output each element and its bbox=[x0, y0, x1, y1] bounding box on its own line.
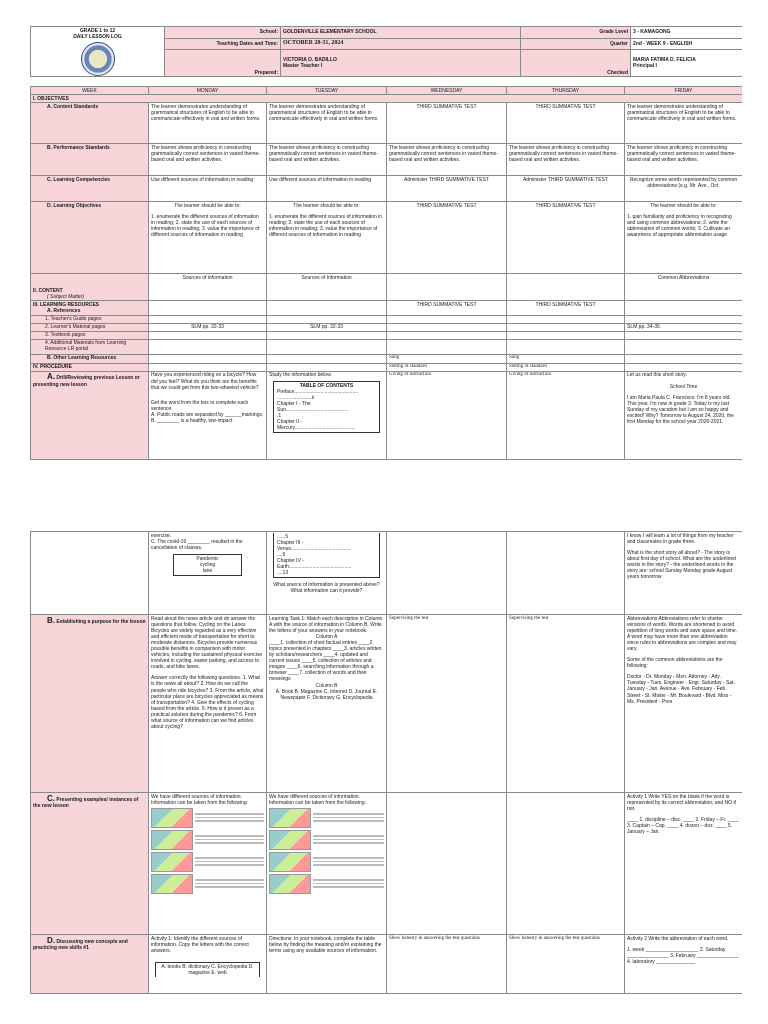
source-image-encyclopedia bbox=[151, 852, 264, 872]
content-standards-tue: The learner demonstrates understanding of grammatical structures of English to be able to communicate effectively in oral and written forms. bbox=[267, 103, 387, 144]
objectives-intro-fri: The learner should be able to: bbox=[650, 202, 717, 209]
toc-line: .........................ii bbox=[277, 394, 314, 401]
setting-wed: Setting of standard bbox=[387, 363, 507, 371]
sources-intro-mon: We have different sources of information. Information can be taken from the following: bbox=[151, 793, 248, 806]
sources-intro-tue: We have different sources of information. Information can be taken from the following: bbox=[269, 793, 366, 806]
giving-thu: Giving of instruction bbox=[507, 371, 625, 459]
quarter-value: 2nd - WEEK 9 - ENGLISH bbox=[631, 38, 743, 50]
other-resources-wed: Song bbox=[387, 354, 507, 363]
activity-1-items: ____ 1. discipline – disc. ____ 2. Friday – Fr. ____ 3. Captain – Cap. ____ 4. dozen – doz. ____ 5. January – Jan. bbox=[627, 816, 739, 835]
friday-header: FRIDAY bbox=[625, 87, 743, 95]
toc-question-1: What source of information is presented above? bbox=[273, 582, 380, 589]
discussing-concepts-label: Discussing new concepts and practicing new skills #1 bbox=[33, 938, 128, 952]
supervising-wed: Supervising the test bbox=[387, 615, 507, 793]
table-of-contents-box bbox=[273, 381, 380, 434]
toc-line: Sun............................................. bbox=[277, 406, 349, 413]
toc-line: ....13 bbox=[277, 570, 289, 577]
activity-2-instructions: Activity 2 Write the abbreviation of each word. bbox=[627, 935, 729, 942]
performance-standards-wed: The learner shows proficiency in constructing grammatically correct sentences in varied theme-based oral and written activities. bbox=[387, 144, 507, 176]
empty-label-cell bbox=[31, 532, 149, 615]
abbreviations-list: Doctor - Dr. Monday - Mon. Attorney - Atty. Tuesday - Tues. Engineer - Engr. Saturday - Sat. January - Jan. Avenue - Ave. February - Feb. Street - St. Mister - Mr. Boulevard - Blvd. Miss - Ms. President - Pres bbox=[627, 674, 735, 705]
textbook-pages-label: 3. Textbook pages bbox=[31, 331, 149, 339]
toc-line: Chapter II - bbox=[277, 419, 303, 426]
resources-label: III. LEARNING RESOURCES bbox=[33, 301, 100, 308]
header-table bbox=[30, 26, 742, 77]
objectives-thu: THIRD SUMMATIVE TEST bbox=[507, 202, 625, 274]
source-image-dictionary bbox=[269, 830, 384, 850]
competencies-wed: Administer THIRD SUMMATIVE TEST bbox=[387, 176, 507, 202]
row-letter: D. bbox=[47, 202, 52, 209]
table-directions: Directions: In your notebook, complete the table below by finding the meaning and/or explaining the terms using any available sources of information. bbox=[267, 935, 387, 994]
column-a-title: Column A bbox=[315, 633, 338, 640]
additional-materials-label: 4. Additional Materials from Learning Resource LR portal bbox=[31, 339, 149, 354]
content-mon: Sources of information bbox=[149, 274, 267, 301]
toc-line: ......5 bbox=[277, 533, 289, 540]
column-a-items: ____1. collection of short factual entries ____2. topics presented in chapters ____3. articles written by scholars/researchers ____4. updated and current issues ____5. collection of articles and images ____6. searching information through a browser ____7. collection of words and their meanings bbox=[269, 639, 382, 683]
internet-image bbox=[151, 874, 193, 894]
row-letter: A. bbox=[47, 307, 52, 314]
lm-pages-fri: SLM pp. 34-35 bbox=[625, 323, 743, 331]
toc-line: Mercury........................................... bbox=[277, 425, 355, 432]
honesty-wed: Show honesty in answering the test questions bbox=[387, 935, 507, 994]
content-standards-fri: The learner demonstrates understanding of grammatical structures of English to be able to communicate effectively in oral and written forms. bbox=[625, 103, 743, 144]
content-thu bbox=[507, 274, 625, 301]
prepared-label: Prepared: bbox=[165, 50, 281, 77]
drill-mon-item-a: A. Public roads are separated by ______markings. bbox=[151, 411, 264, 418]
toc-line: Venus........................................... bbox=[277, 545, 351, 552]
quarter-label: Quarter bbox=[521, 38, 631, 50]
abbreviations-text: Abbreviations Abbreviations refer to shorter versions of words. Words are shortened to avoid repetition of long words and save space and time. A word may have more than one abbreviation since rules in abbreviations are complex and may vary. bbox=[627, 615, 738, 652]
drill-label: Drill/Reviewing previous Lesson or presenting new lesson bbox=[33, 375, 140, 389]
row-letter: A. bbox=[47, 103, 52, 110]
procedure-section: IV. PROCEDURE bbox=[31, 363, 149, 371]
objectives-intro-mon: The learner should be able to: bbox=[174, 202, 241, 209]
toc-question-2: What information can it provide? bbox=[290, 588, 363, 595]
choices-box: A. books B. dictionary C. Encyclopedia D. magazine E. web bbox=[155, 962, 260, 977]
source-image-book bbox=[151, 808, 264, 828]
procedure-table bbox=[30, 531, 742, 994]
checked-label: Checked bbox=[521, 50, 631, 77]
source-image-encyclopedia bbox=[269, 852, 384, 872]
dates-value: OCTOBER 28-31, 2024 bbox=[281, 38, 521, 50]
prepared-name: VICTORIA O. BADILLO bbox=[283, 57, 337, 63]
story-continued: I know I will learn a lot of things from my teacher and classmates in grade three. bbox=[627, 532, 734, 545]
competencies-tue: Use different sources of information in reading bbox=[267, 176, 387, 202]
matching-task: Learning Task 1: Match each description in Column A with the source of information in Column B. Write the letters of your answers in your notebook. bbox=[269, 615, 383, 634]
news-article: Read aloud the news article and do answer the questions that follow. Cycling on the Lanes Bicycles are widely regarded as a very effective and efficient mode of transportation for short to moderate distances. Bicycles provide numerous possible benefits in comparison with motor vehicles, including the sustained physical exercise involved in cycling, easier parking, and access to roads, and bike lanes. bbox=[151, 615, 263, 671]
references-label: References bbox=[53, 307, 81, 314]
monday-header: MONDAY bbox=[149, 87, 267, 95]
toc-line: Preface.............................................. bbox=[277, 388, 359, 395]
wednesday-header: WEDNESDAY bbox=[387, 87, 507, 95]
objectives-intro-tue: The learner should be able to: bbox=[293, 202, 360, 209]
content-label: II. CONTENT bbox=[33, 287, 63, 294]
activity-identify-sources: Activity 1: Identify the different sources of information. Copy the letters with the correct answers. bbox=[151, 935, 249, 954]
content-standards-thu: THIRD SUMMATIVE TEST bbox=[507, 103, 625, 144]
internet-image bbox=[269, 874, 311, 894]
source-image-dictionary bbox=[151, 830, 264, 850]
row-letter: C. bbox=[47, 176, 52, 183]
objectives-section: I. OBJECTIVES bbox=[31, 95, 743, 103]
content-sub: ( Subject Matter) bbox=[47, 293, 84, 300]
toc-line: .1 bbox=[277, 413, 282, 419]
story-title: School Time bbox=[669, 383, 698, 390]
grade-line: GRADE 1 to 12 bbox=[79, 27, 116, 34]
learning-objectives-label: Learning Objectives bbox=[53, 202, 102, 209]
row-letter: B. bbox=[47, 355, 52, 362]
performance-standards-label: Performance Standards bbox=[53, 144, 110, 151]
objectives-fri: 1. gain familiarity and proficiency in recognizing and using common abbreviations; 2. write the abbreviation of common words; 3. Cultivate an awareness of appropriate abbreviation usage bbox=[627, 213, 732, 239]
resources-wed: THIRD SUMMATIVE TEST bbox=[387, 301, 507, 315]
resources-thu: THIRD SUMMATIVE TEST bbox=[507, 301, 625, 315]
thursday-header: THURSDAY bbox=[507, 87, 625, 95]
drill-mon-item-c: C. The covid-19 ________ resulted in the cancellation of classes. bbox=[151, 538, 243, 551]
performance-standards-thu: The learner shows proficiency in constructing grammatically correct sentences in varied theme-based oral and written activities. bbox=[507, 144, 625, 176]
dictionary-image bbox=[269, 830, 311, 850]
toc-line: Chapter III - bbox=[277, 539, 304, 546]
source-image-book bbox=[269, 808, 384, 828]
performance-standards-mon: The learner shows proficiency in constructing grammatically correct sentences in varied theme-based oral and written activities. bbox=[149, 144, 267, 176]
lm-pages-mon: SLM pp. 32-33 bbox=[149, 323, 267, 331]
word-box bbox=[173, 554, 242, 576]
word-box-item: cycling bbox=[199, 561, 216, 568]
story-questions: What is the short story all about? - The story is about first day of school. What are the underlined words in the story? - the underlined words in the story are: school Sunday Monday grade August years tomorrow bbox=[627, 549, 736, 581]
content-fri: Common Abbreviations bbox=[625, 274, 743, 301]
learning-competencies-label: Learning Competencies bbox=[53, 176, 111, 183]
setting-thu: Setting of standard bbox=[507, 363, 625, 371]
school-value: GOLDENVILLE ELEMENTARY SCHOOL bbox=[281, 27, 521, 39]
content-standards-wed: THIRD SUMMATIVE TEST bbox=[387, 103, 507, 144]
row-letter: B. bbox=[47, 615, 55, 625]
purpose-label: Establishing a purpose for the lesson bbox=[56, 618, 146, 625]
competencies-fri: Recognize some words represented by common abbreviations (e.g. Mr. Ave., Oct. bbox=[625, 176, 743, 202]
encyclopedia-image bbox=[269, 852, 311, 872]
activity-2-items: 1. week ___________________ 2. Saturday _______________ 3. February _______________ 4. laboratory ______________ bbox=[627, 946, 739, 965]
dates-label: Teaching Dates and Time: bbox=[165, 38, 281, 50]
column-b-items: A. Book B. Magazine C. Internet D. Journal E. Newspaper F. Dictionary G. Encyclopedia bbox=[275, 688, 378, 701]
tuesday-header: TUESDAY bbox=[267, 87, 387, 95]
school-label: School: bbox=[165, 27, 281, 39]
lm-pages-tue: SLM pp. 32-33 bbox=[267, 323, 387, 331]
drill-mon-continued: exercise. bbox=[151, 532, 172, 539]
drill-mon-instruction: Get the word from the box to complete each sentence. bbox=[151, 399, 249, 412]
content-standards-label: Content Standards bbox=[53, 103, 99, 110]
grade-level-label: Grade Level bbox=[521, 27, 631, 39]
other-resources-thu: Song bbox=[507, 354, 625, 363]
row-letter: A. bbox=[47, 372, 55, 382]
drill-tue-instruction: Study the information below. bbox=[269, 372, 332, 379]
activity-1-instructions: Activity 1 Write YES on the blank if the word is represented by its correct abbreviation, and NO if not. bbox=[627, 793, 736, 812]
drill-fri-instruction: Let us read this short story. bbox=[627, 372, 687, 379]
lesson-log-page-2 bbox=[30, 531, 742, 1005]
objectives-mon: 1. enumerate the different sources of information in reading; 2. state the use of each sources of information in reading; 3. value the importance of different sources of information in reading bbox=[151, 213, 260, 239]
deped-seal-cell bbox=[31, 27, 165, 77]
drill-mon-question: Have you experienced riding on a bicycle? How did you feel? What do you think are the benefits that we could get from this two-wheeled vehicle? bbox=[151, 372, 259, 391]
presenting-examples-label: Presenting examples/ instances of the new lesson bbox=[33, 796, 139, 810]
objectives-table bbox=[30, 86, 742, 460]
toc-line: Earth............................................. bbox=[277, 563, 352, 570]
honesty-thu: Show honesty in answering the test questions bbox=[507, 935, 625, 994]
toc-line: Chapter IV - bbox=[277, 557, 304, 564]
objectives-wed: THIRD SUMMATIVE TEST bbox=[387, 202, 507, 274]
dictionary-image bbox=[151, 830, 193, 850]
checked-name: MARIA FATIMA D. FELICIA bbox=[633, 57, 696, 63]
tg-pages-label: 1. Teacher's Guide pages bbox=[31, 315, 149, 323]
book-image bbox=[269, 808, 311, 828]
word-box-item: lane bbox=[202, 567, 213, 574]
book-image bbox=[151, 808, 193, 828]
row-letter: D. bbox=[47, 935, 55, 945]
other-resources-label: Other Learning Resources bbox=[53, 355, 117, 362]
word-box-item: Pandemic bbox=[196, 555, 219, 562]
objectives-tue: 1. enumerate the different sources of information in reading; 2. state the use of each sources of information in reading; 3. value the importance of different sources of information in reading bbox=[269, 213, 383, 239]
row-letter: C. bbox=[47, 793, 55, 803]
checked-title: Principal I bbox=[633, 63, 657, 70]
source-image-internet bbox=[151, 874, 264, 894]
deped-seal-icon bbox=[81, 42, 115, 76]
news-questions: Answer correctly the following questions. 1. What is the news all about? 2. How do we call the people who ride bicycles? 3. From the article, what particular place are bicycles appreciated as means of transportation? 4. Give the effects of cycling based from the article. 5. How is it proven as a practical solution during the pandemic? 6. From what source of information can we find articles about cycling? bbox=[151, 675, 264, 731]
prepared-title: Master Teacher I bbox=[283, 63, 323, 70]
grade-level-value: 3 - KAMAGONG bbox=[631, 27, 743, 39]
content-wed bbox=[387, 274, 507, 301]
week-header: WEEK bbox=[31, 87, 149, 95]
performance-standards-tue: The learner shows proficiency in constructing grammatically correct sentences in varied theme-based oral and written activities. bbox=[267, 144, 387, 176]
lesson-log-page-1 bbox=[30, 26, 742, 493]
performance-standards-fri: The learner shows proficiency in constructing grammatically correct sentences in varied theme-based oral and written activities. bbox=[625, 144, 743, 176]
dll-title: DAILY LESSON LOG bbox=[73, 33, 122, 40]
source-image-internet bbox=[269, 874, 384, 894]
story-text: I am Maria Paula C. Francisco. I'm 8 years old. This year, I'm now in grade 3. Today is my last Sunday of my vacation but I am so happy and excited! Why? Tomorrow is August 24, 2020, the first Monday for the school year 2020-2021. bbox=[627, 394, 734, 425]
content-standards-mon: The learner demonstrates understanding of grammatical structures of English to be able to communicate effectively in oral and written forms. bbox=[149, 103, 267, 144]
toc-title: TABLE OF CONTENTS bbox=[299, 382, 354, 389]
competencies-mon: Use different sources of information in reading bbox=[149, 176, 267, 202]
giving-wed: Giving of instruction bbox=[387, 371, 507, 459]
competencies-thu: Administer THIRD SUMMATIVE TEST bbox=[507, 176, 625, 202]
table-of-contents-box-continued bbox=[273, 533, 380, 579]
abbreviations-intro: Some of the common abbreviations are the following: bbox=[627, 657, 723, 670]
row-letter: B. bbox=[47, 144, 52, 151]
lm-pages-label: 2. Learner's Material pages bbox=[31, 323, 149, 331]
encyclopedia-image bbox=[151, 852, 193, 872]
drill-mon-item-b: B. ________ is a healthy, low-impact bbox=[151, 418, 233, 424]
supervising-thu: Supervising the test bbox=[507, 615, 625, 793]
column-b-title: Column B bbox=[315, 682, 338, 689]
toc-line: ....9 bbox=[277, 551, 286, 558]
toc-line: Chapter I - The bbox=[277, 400, 311, 407]
content-tue: Sources of Information bbox=[267, 274, 387, 301]
